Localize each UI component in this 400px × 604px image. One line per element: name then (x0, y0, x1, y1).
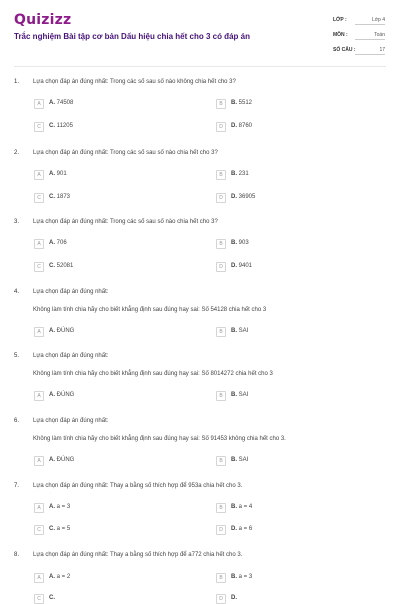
question-statement: Không làm tính chia hãy cho biết khẳng định sau đúng hay sai: Số 91453 không chia hết cho 3. (33, 436, 286, 442)
option-text: SAI (238, 392, 249, 398)
option-text: a = 2 (56, 574, 71, 580)
option-box: B (216, 239, 226, 249)
question-text: Lựa chọn đáp án đúng nhất: (33, 418, 109, 424)
option-box: D (216, 262, 226, 272)
option-letter: B. (231, 328, 237, 334)
question-number: 4. (14, 289, 20, 295)
meta-row-question-count (333, 44, 388, 56)
option-letter: A. (49, 392, 55, 398)
option-letter: C. (49, 595, 55, 601)
option-text: a = 3 (56, 504, 71, 510)
option-box: D (216, 525, 226, 535)
question-number: 5. (14, 353, 20, 359)
option-letter: A. (49, 504, 55, 510)
option-letter: C. (49, 526, 55, 532)
option-letter: A. (49, 457, 55, 463)
option-text: 52081 (56, 263, 74, 269)
meta-value: 17 (355, 47, 385, 55)
option-text: SAI (238, 328, 249, 334)
question-text: Lựa chọn đáp án đúng nhất: Thay a bằng số thích hợp để a772 chia hết cho 3. (33, 552, 243, 558)
option-letter: C. (49, 194, 55, 200)
option-box: B (216, 99, 226, 109)
option-box: A (34, 456, 44, 466)
option-text: 8760 (238, 123, 253, 129)
meta-value: Lớp 4 (355, 17, 385, 25)
question-number: 1. (14, 79, 20, 85)
meta-label: SỐ CÂU : (333, 47, 356, 53)
option-box: D (216, 594, 226, 604)
option-box: B (216, 456, 226, 466)
option-box: C (34, 262, 44, 272)
meta-value: Toán (355, 32, 385, 40)
option-letter: D. (231, 123, 237, 129)
question-number: 8. (14, 552, 20, 558)
option-text: 231 (238, 171, 249, 177)
option-letter: A. (49, 240, 55, 246)
worksheet-header (0, 0, 400, 64)
option-box: A (34, 503, 44, 513)
option-letter: A. (49, 100, 55, 106)
option-letter: A. (49, 171, 55, 177)
option-letter: B. (231, 100, 237, 106)
header-divider (14, 66, 386, 67)
option-box: C (34, 525, 44, 535)
option-letter: D. (231, 595, 237, 601)
option-text: 5512 (238, 100, 253, 106)
option-box: D (216, 193, 226, 203)
option-letter: B. (231, 504, 237, 510)
quizizz-logo: Quizizz (14, 12, 72, 28)
option-letter: B. (231, 574, 237, 580)
option-letter: D. (231, 263, 237, 269)
worksheet-title: Trắc nghiệm Bài tập cơ bản Dấu hiệu chia hết cho 3 có đáp án (14, 32, 250, 41)
option-text: 706 (56, 240, 67, 246)
option-box: A (34, 99, 44, 109)
option-text: 36905 (238, 194, 256, 200)
option-text: ĐÚNG (56, 457, 75, 463)
option-box: A (34, 170, 44, 180)
option-box: B (216, 503, 226, 513)
option-text: a = 4 (238, 504, 253, 510)
option-letter: B. (231, 457, 237, 463)
option-box: A (34, 573, 44, 583)
option-box: B (216, 391, 226, 401)
option-box: B (216, 327, 226, 337)
option-box: B (216, 170, 226, 180)
question-number: 7. (14, 483, 20, 489)
question-statement: Không làm tính chia hãy cho biết khẳng định sau đúng hay sai: Số 54128 chia hết cho 3 (33, 307, 267, 313)
option-box: A (34, 239, 44, 249)
option-letter: B. (231, 392, 237, 398)
option-letter: B. (231, 240, 237, 246)
question-text: Lựa chọn đáp án đúng nhất: Trong các số sau số nào chia hết cho 3? (33, 150, 218, 156)
question-number: 3. (14, 219, 20, 225)
meta-row-grade (333, 14, 388, 26)
question-number: 6. (14, 418, 20, 424)
option-text: 903 (238, 240, 249, 246)
option-text: 901 (56, 171, 67, 177)
option-letter: C. (49, 123, 55, 129)
option-text: 11205 (56, 123, 73, 129)
option-text: ĐÚNG (56, 328, 75, 334)
question-statement: Không làm tính chia hãy cho biết khẳng định sau đúng hay sai: Số 8014272 chia hết cho 3 (33, 371, 273, 377)
option-text: ĐÚNG (56, 392, 75, 398)
option-text: 9401 (238, 263, 253, 269)
question-number: 2. (14, 150, 20, 156)
question-text: Lựa chọn đáp án đúng nhất: (33, 289, 109, 295)
option-text: 74508 (56, 100, 74, 106)
option-box: B (216, 573, 226, 583)
option-box: C (34, 193, 44, 203)
option-text: 1873 (56, 194, 71, 200)
option-box: D (216, 122, 226, 132)
question-text: Lựa chọn đáp án đúng nhất: (33, 353, 109, 359)
option-letter: B. (231, 171, 237, 177)
option-box: C (34, 122, 44, 132)
question-text: Lựa chọn đáp án đúng nhất: Trong các số sau số nào chia hết cho 3? (33, 219, 218, 225)
option-letter: A. (49, 574, 55, 580)
option-box: C (34, 594, 44, 604)
option-text: SAI (238, 457, 249, 463)
option-text: a = 3 (238, 574, 253, 580)
option-letter: C. (49, 263, 55, 269)
option-letter: D. (231, 194, 237, 200)
option-box: A (34, 391, 44, 401)
option-letter: A. (49, 328, 55, 334)
question-text: Lựa chọn đáp án đúng nhất: Trong các số sau số nào không chia hết cho 3? (33, 79, 236, 85)
option-box: A (34, 327, 44, 337)
meta-label: LỚP : (333, 17, 347, 23)
option-letter: D. (231, 526, 237, 532)
meta-row-subject (333, 29, 388, 41)
meta-label: MÔN : (333, 32, 348, 38)
question-text: Lựa chọn đáp án đúng nhất: Thay a bằng số thích hợp để 953a chia hết cho 3. (33, 483, 243, 489)
option-text: a = 5 (56, 526, 71, 532)
option-text: a = 6 (238, 526, 253, 532)
